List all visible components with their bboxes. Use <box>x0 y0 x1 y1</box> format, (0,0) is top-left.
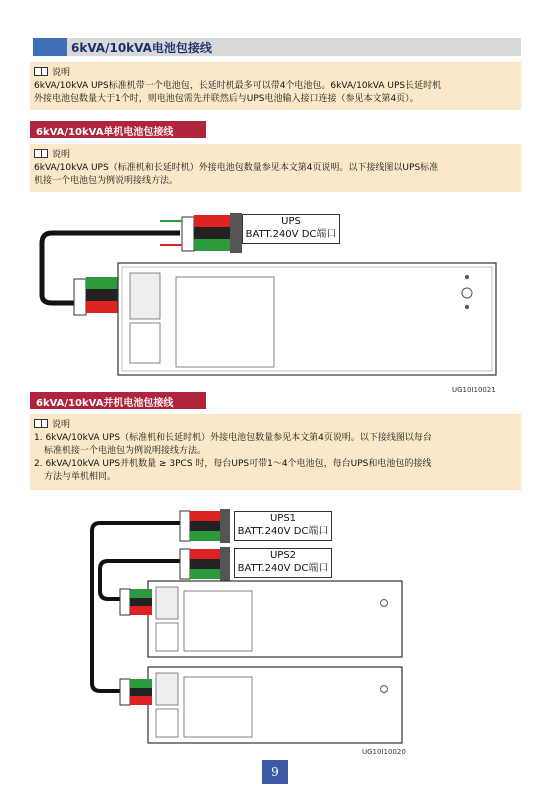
ups2-connector <box>180 547 230 581</box>
ups1-label-box <box>234 511 332 541</box>
parallel-battery-wiring-diagram <box>80 505 410 745</box>
note-box-1 <box>30 62 521 110</box>
battery-pack <box>118 263 496 375</box>
pack1-connector <box>120 589 152 615</box>
note-line: 6kVA/10kVA UPS标准机带一个电池包，长延时机最多可以带4个电池包。6kVA/10kVA UPS长延时机 <box>34 81 442 91</box>
ups2-port-label: BATT.240V DC端口 <box>237 563 329 574</box>
ups1-port-label: BATT.240V DC端口 <box>237 526 329 537</box>
section-heading-parallel: 6kVA/10kVA并机电池包接线 <box>30 392 206 409</box>
book-icon <box>34 149 48 158</box>
ups-port-label: BATT.240V DC端口 <box>245 229 337 240</box>
ups-label-box <box>242 214 340 244</box>
pack2-connector <box>120 679 152 705</box>
note-line: 机接一个电池包为例说明接线方法。 <box>34 176 179 186</box>
note-line: 1. 6kVA/10kVA UPS（标准机和长延时机）外接电池包数量参见本文第4页说明。以下接线图以每台 <box>34 433 432 443</box>
ups1-label: UPS1 <box>269 513 297 524</box>
note-head: 说明 <box>52 150 71 160</box>
note-head: 说明 <box>52 420 71 430</box>
note-line: 标准机接一个电池包为例说明接线方法。 <box>44 446 207 456</box>
book-icon <box>34 419 48 428</box>
socket <box>130 273 160 319</box>
ups2-label-box <box>234 548 332 578</box>
ups2-label: UPS2 <box>269 550 297 561</box>
title-accent <box>33 38 67 56</box>
diagram-code: UG10I10021 <box>452 386 496 394</box>
page-title: 6kVA/10kVA电池包接线 <box>71 41 212 55</box>
page-number: 9 <box>262 760 288 784</box>
note-line: 2. 6kVA/10kVA UPS并机数量 ≥ 3PCS 时，每台UPS可带1～4个电池包，每台UPS和电池包的接线 <box>34 459 432 469</box>
section-heading-single: 6kVA/10kVA单机电池包接线 <box>30 121 206 138</box>
note-box-3 <box>30 414 521 490</box>
note-box-2 <box>30 144 521 192</box>
note-head: 说明 <box>52 68 71 78</box>
page-title-bar <box>33 38 521 56</box>
note-line: 方法与单机相同。 <box>44 472 117 482</box>
diagram-code: UG10I10020 <box>362 748 406 756</box>
panel <box>176 277 274 367</box>
book-icon <box>34 67 48 76</box>
note-line: 外接电池包数量大于1个时，则电池包需先并联然后与UPS电池输入接口连接（参见本文第4页）。 <box>34 94 419 104</box>
ups-label: UPS <box>281 216 301 227</box>
socket <box>130 323 160 363</box>
ups1-connector <box>180 509 230 543</box>
note-line: 6kVA/10kVA UPS（标准机和长延时机）外接电池包数量参见本文第4页说明。以下接线图以UPS标准 <box>34 163 439 173</box>
